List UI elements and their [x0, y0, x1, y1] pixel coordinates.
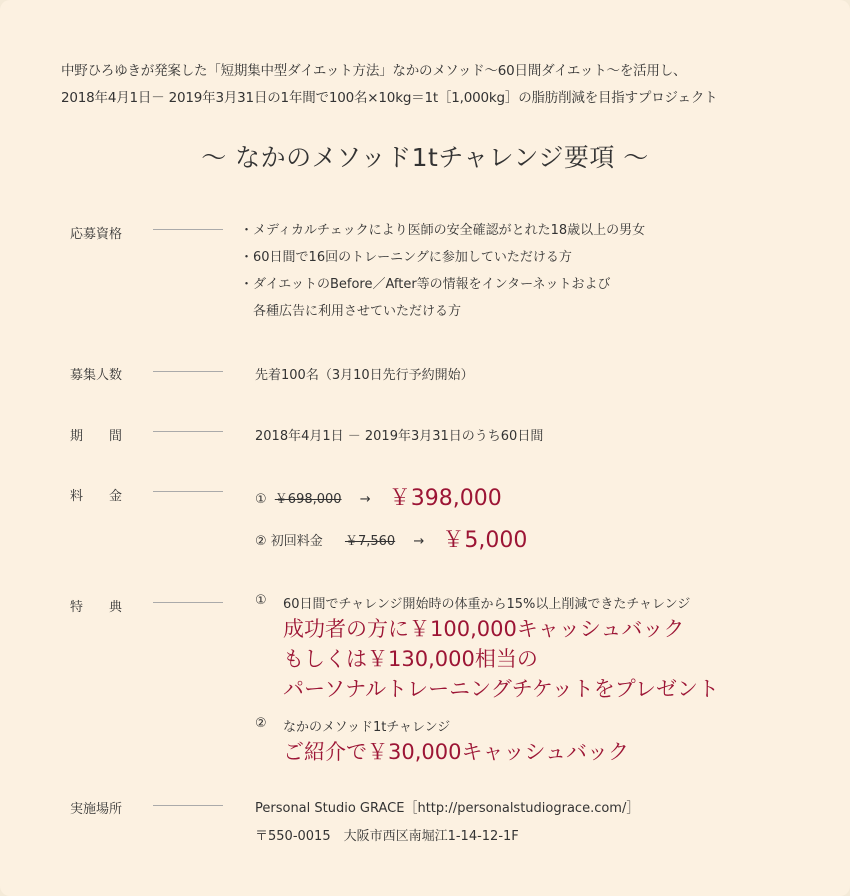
benefit-1-number: ①: [255, 593, 267, 608]
capacity-value: 先着100名（3月10日先行予約開始）: [255, 368, 474, 383]
benefit-2-number: ②: [255, 716, 267, 731]
arrow-right-icon: →: [359, 492, 371, 507]
eligibility-label: 応募資格: [70, 227, 123, 242]
intro-text: [61, 58, 717, 112]
intro-line-2: 2018年4月1日－ 2019年3月31日の1年間で100名×10kg＝1t［1,000kg］の脂肪削減を目指すプロジェクト: [61, 90, 718, 106]
eligibility-item: ・60日間で16回のトレーニングに参加していただける方: [240, 250, 572, 265]
period-divider: [153, 431, 223, 432]
fee-row-2-number: ②: [255, 534, 267, 549]
intro-line-1: 中野ひろゆきが発案した「短期集中型ダイエット方法」なかのメソッド〜60日間ダイエット〜を活用し、: [61, 63, 687, 79]
eligibility-divider: [153, 229, 223, 230]
capacity-label: 募集人数: [70, 368, 123, 383]
fee-row-1-new-price: ￥398,000: [388, 486, 502, 511]
eligibility-item: 各種広告に利用させていただける方: [240, 304, 462, 319]
fee-row-2-name: 初回料金: [270, 534, 323, 549]
page-title: 〜 なかのメソッド1tチャレンジ要項 〜: [201, 143, 649, 172]
venue-divider: [153, 805, 223, 806]
eligibility-item: ・ダイエットのBefore／After等の情報をインターネットおよび: [240, 277, 611, 292]
venue-name-url: Personal Studio GRACE［http://personalstudiograce.com/］: [255, 801, 640, 816]
benefit-1-line: 成功者の方に￥100,000キャッシュバック: [283, 617, 685, 641]
period-label: 期 間: [70, 429, 123, 444]
benefit-1-detail: [283, 614, 719, 704]
benefit-1-line: パーソナルトレーニングチケットをプレゼント: [283, 677, 719, 701]
benefit-2-description: なかのメソッド1tチャレンジ: [283, 720, 451, 735]
fee-divider: [153, 491, 223, 492]
fee-row-2-old-price: ￥7,560: [344, 534, 396, 549]
eligibility-list: [240, 217, 645, 325]
fee-row-1: [255, 481, 502, 512]
fee-row-1-number: ①: [255, 492, 267, 507]
arrow-right-icon: →: [413, 534, 425, 549]
venue-address: 〒550-0015 大阪市西区南堀江1-14-12-1F: [255, 829, 519, 844]
eligibility-item: ・メディカルチェックにより医師の安全確認がとれた18歳以上の男女: [240, 223, 646, 238]
capacity-divider: [153, 371, 223, 372]
benefit-1-description: 60日間でチャレンジ開始時の体重から15%以上削減できたチャレンジ: [283, 597, 691, 612]
benefit-1-line: もしくは￥130,000相当の: [283, 647, 538, 671]
fee-row-1-old-price: ￥698,000: [274, 492, 342, 507]
benefits-label: 特 典: [70, 600, 123, 615]
fee-row-2-new-price: ￥5,000: [442, 528, 528, 553]
benefit-2-detail: ご紹介で￥30,000キャッシュバック: [283, 740, 630, 764]
fee-row-2: [255, 523, 527, 554]
benefits-divider: [153, 602, 223, 603]
fee-label: 料 金: [70, 489, 123, 504]
venue-label: 実施場所: [70, 802, 123, 817]
period-value: 2018年4月1日 － 2019年3月31日のうち60日間: [255, 429, 544, 444]
